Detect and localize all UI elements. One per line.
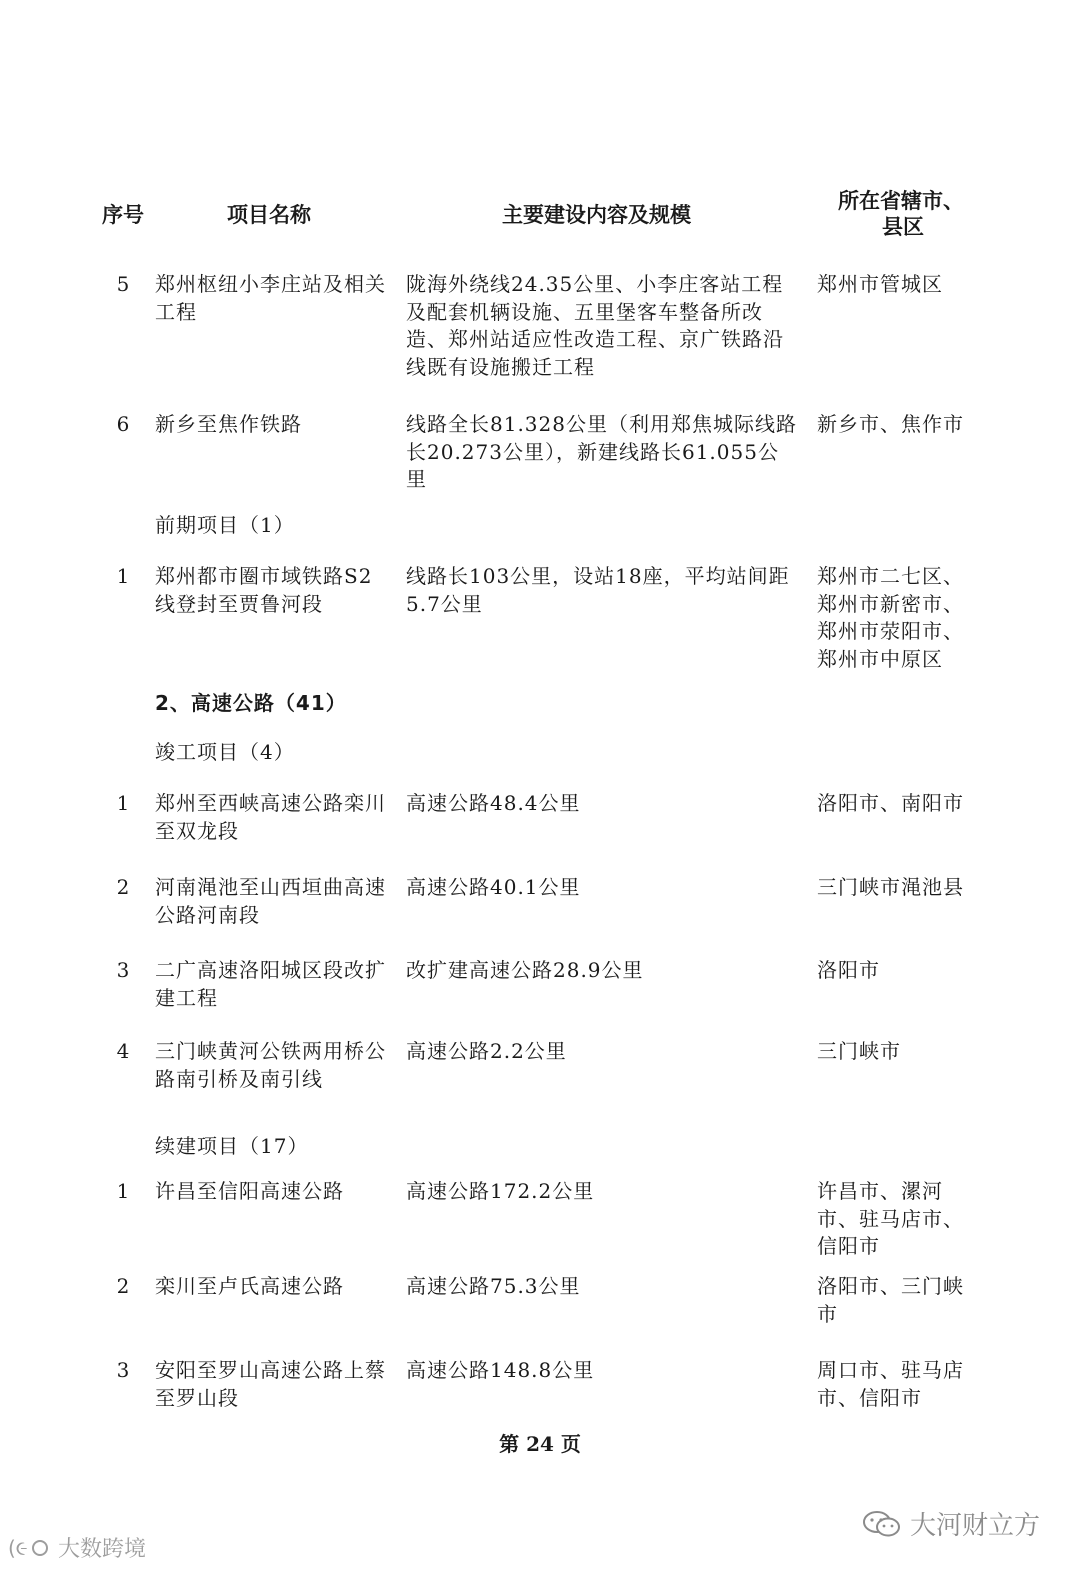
row-project-name: 新乡至焦作铁路 xyxy=(155,412,302,436)
row-number: 4 xyxy=(116,1039,130,1063)
section-highway: 2、高速公路（41） xyxy=(155,691,347,715)
row-project-name: 郑州都市圈市域铁路S2线登封至贾鲁河段 xyxy=(155,564,373,616)
row-project-location: 洛阳市 xyxy=(817,958,880,982)
logo-icon xyxy=(8,1535,54,1561)
row-project-location: 三门峡市渑池县 xyxy=(817,875,964,899)
row-project-location: 许昌市、漯河市、驻马店市、信阳市 xyxy=(817,1179,964,1258)
row-project-name: 许昌至信阳高速公路 xyxy=(155,1179,344,1203)
row-project-scope: 高速公路40.1公里 xyxy=(406,875,581,899)
row-project-scope: 高速公路2.2公里 xyxy=(406,1039,567,1063)
row-project-location: 新乡市、焦作市 xyxy=(817,412,964,436)
watermark-right xyxy=(862,1505,1040,1542)
row-project-scope: 高速公路172.2公里 xyxy=(406,1179,595,1203)
header-col-scope: 主要建设内容及规模 xyxy=(502,203,691,227)
watermark-right-text: 大河财立方 xyxy=(910,1511,1041,1541)
page-number: 第 24 页 xyxy=(499,1432,581,1456)
watermark-left xyxy=(8,1532,146,1563)
row-number: 1 xyxy=(116,1179,130,1203)
row-project-name: 二广高速洛阳城区段改扩建工程 xyxy=(155,958,386,1010)
row-project-location: 周口市、驻马店市、信阳市 xyxy=(817,1358,964,1410)
row-number: 2 xyxy=(116,1274,130,1298)
header-col-name: 项目名称 xyxy=(227,203,311,227)
wechat-icon xyxy=(862,1509,902,1539)
row-project-scope: 线路全长81.328公里（利用郑焦城际线路长20.273公里），新建线路长61.055公里 xyxy=(406,412,797,491)
row-project-location: 洛阳市、南阳市 xyxy=(817,791,964,815)
svg-text:(૯: (૯ xyxy=(8,1535,28,1560)
row-project-scope: 高速公路75.3公里 xyxy=(406,1274,581,1298)
row-project-scope: 陇海外绕线24.35公里、小李庄客站工程及配套机辆设施、五里堡客车整备所改造、郑州站适应性改造工程、京广铁路沿线既有设施搬迁工程 xyxy=(406,272,784,379)
row-project-location: 郑州市管城区 xyxy=(817,272,943,296)
row-project-scope: 高速公路148.8公里 xyxy=(406,1358,595,1382)
row-number: 3 xyxy=(116,958,130,982)
row-number: 2 xyxy=(116,875,130,899)
row-number: 1 xyxy=(116,564,130,588)
row-project-scope: 高速公路48.4公里 xyxy=(406,791,581,815)
section-completed-projects: 竣工项目（4） xyxy=(155,740,295,764)
header-col-loc-line1: 所在省辖市、 xyxy=(838,189,964,213)
row-project-location: 洛阳市、三门峡市 xyxy=(817,1274,964,1326)
row-project-name: 河南渑池至山西垣曲高速公路河南段 xyxy=(155,875,386,927)
header-col-loc-line2: 县区 xyxy=(882,215,924,239)
row-number: 6 xyxy=(116,412,130,436)
row-project-name: 三门峡黄河公铁两用桥公路南引桥及南引线 xyxy=(155,1039,386,1091)
section-continued-projects: 续建项目（17） xyxy=(155,1134,309,1158)
row-project-location: 郑州市二七区、郑州市新密市、郑州市荥阳市、郑州市中原区 xyxy=(817,564,964,671)
row-number: 5 xyxy=(116,272,130,296)
row-project-name: 栾川至卢氏高速公路 xyxy=(155,1274,344,1298)
row-project-scope: 线路长103公里，设站18座，平均站间距5.7公里 xyxy=(406,564,790,616)
row-project-name: 郑州至西峡高速公路栾川至双龙段 xyxy=(155,791,386,843)
row-project-name: 安阳至罗山高速公路上蔡至罗山段 xyxy=(155,1358,386,1410)
row-project-name: 郑州枢纽小李庄站及相关工程 xyxy=(155,272,386,324)
watermark-left-text: 大数跨境 xyxy=(58,1537,147,1562)
row-number: 1 xyxy=(116,791,130,815)
row-project-scope: 改扩建高速公路28.9公里 xyxy=(406,958,644,982)
row-number: 3 xyxy=(116,1358,130,1382)
row-project-location: 三门峡市 xyxy=(817,1039,901,1063)
header-col-no: 序号 xyxy=(102,203,144,227)
section-prep-projects: 前期项目（1） xyxy=(155,513,295,537)
